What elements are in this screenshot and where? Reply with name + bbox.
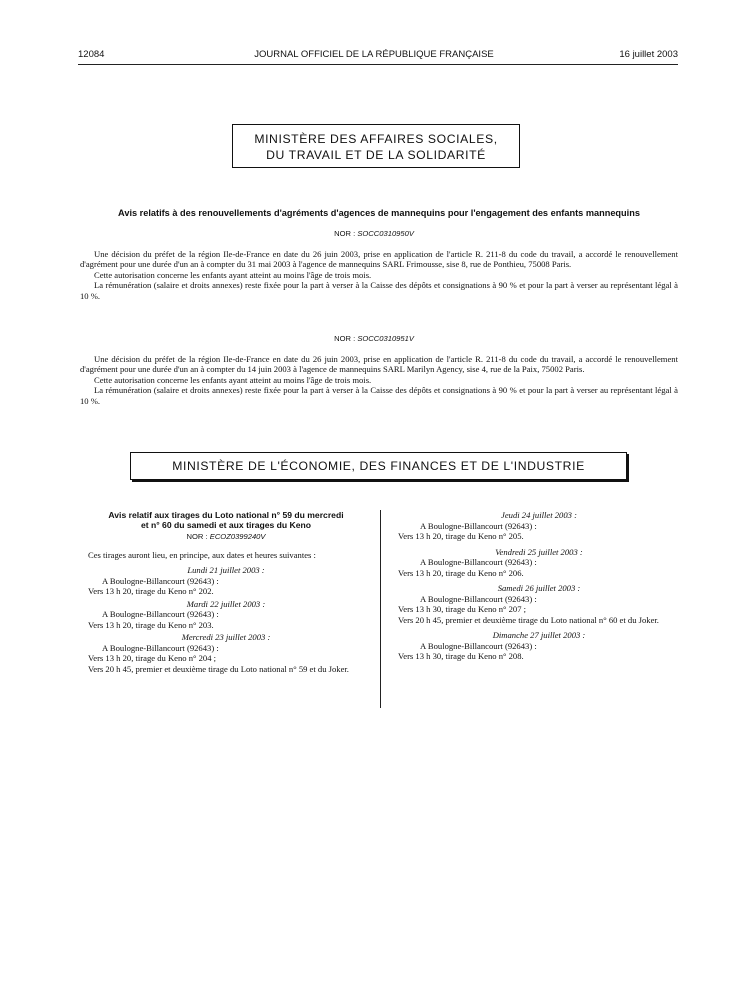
journal-title: JOURNAL OFFICIEL DE LA RÉPUBLIQUE FRANÇAISE <box>254 49 494 60</box>
loto-title-line-2: et n° 60 du samedi et aux tirages du Keno <box>140 520 312 530</box>
draw-location: A Boulogne-Billancourt (92643) : <box>420 640 537 651</box>
publication-date: 16 juillet 2003 <box>619 49 678 60</box>
nor-label: NOR : <box>186 532 208 541</box>
day-heading: Lundi 21 juillet 2003 : <box>187 565 265 575</box>
notice-1-body <box>80 249 678 301</box>
draw-line: Vers 13 h 20, tirage du Keno n° 203. <box>88 619 214 630</box>
draw-line: Vers 20 h 45, premier et deuxième tirage du Loto national n° 59 et du Joker. <box>88 663 349 674</box>
loto-notice-title <box>80 510 372 530</box>
draw-location: A Boulogne-Billancourt (92643) : <box>102 575 219 586</box>
notice-paragraph: Une décision du préfet de la région Ile-de-France en date du 26 juin 2003, prise en application de l'article R. 211-8 du code du travail, a accordé le renouvellement d'agrément pour une durée d'un an à compter du 14 juin 2003 à l'agence de mannequins SARL Marilyn Agency, sise 4, rue de la Paix, 75002 Paris. <box>80 354 678 375</box>
day-heading: Jeudi 24 juillet 2003 : <box>501 510 577 520</box>
draw-location: A Boulogne-Billancourt (92643) : <box>102 609 219 619</box>
notice-paragraph: Cette autorisation concerne les enfants ayant atteint au moins l'âge de trois mois. <box>94 374 372 385</box>
loto-intro: Ces tirages auront lieu, en principe, aux dates et heures suivantes : <box>88 549 316 560</box>
ministry-line-1: MINISTÈRE DE L'ÉCONOMIE, DES FINANCES ET DE L'INDUSTRIE <box>172 459 585 473</box>
nor-label: NOR : <box>334 334 356 343</box>
day-heading: Mercredi 23 juillet 2003 : <box>181 632 271 642</box>
ministry-heading-social-affairs <box>232 124 520 168</box>
draw-line: Vers 13 h 20, tirage du Keno n° 206. <box>398 567 524 578</box>
nor-code: SOCC0310950V <box>357 229 414 238</box>
notice-paragraph: La rémunération (salaire et droits annexes) reste fixée pour la part à verser à la Caisse des dépôts et consignations à 90 % et pour la part à verser au représentant légal à 10 %. <box>80 280 678 301</box>
day-heading: Samedi 26 juillet 2003 : <box>497 583 581 593</box>
notice-paragraph: La rémunération (salaire et droits annexes) reste fixée pour la part à verser à la Caisse des dépôts et consignations à 90 % et pour la part à verser au représentant légal à 10 %. <box>80 385 678 406</box>
notice-paragraph: Cette autorisation concerne les enfants ayant atteint au moins l'âge de trois mois. <box>94 269 372 280</box>
draw-location: A Boulogne-Billancourt (92643) : <box>420 520 537 531</box>
nor-code: SOCC0310951V <box>357 334 414 343</box>
nor-reference-1 <box>0 229 748 238</box>
ministry-line-1: MINISTÈRE DES AFFAIRES SOCIALES, <box>254 132 498 146</box>
draw-location: A Boulogne-Billancourt (92643) : <box>102 642 219 653</box>
draw-location: A Boulogne-Billancourt (92643) : <box>420 557 537 567</box>
loto-title-line-1: Avis relatif aux tirages du Loto national n° 59 du mercredi <box>108 510 344 520</box>
draw-location: A Boulogne-Billancourt (92643) : <box>420 593 537 604</box>
nor-reference-3 <box>80 532 372 543</box>
draw-line: Vers 13 h 30, tirage du Keno n° 207 ; <box>398 604 527 614</box>
nor-code: ECOZ0399240V <box>209 532 266 541</box>
day-heading: Mardi 22 juillet 2003 : <box>186 598 266 609</box>
draw-line: Vers 13 h 20, tirage du Keno n° 202. <box>88 586 214 596</box>
day-heading: Dimanche 27 juillet 2003 : <box>492 630 586 640</box>
day-heading: Vendredi 25 juillet 2003 : <box>495 546 583 557</box>
header-rule <box>78 64 678 65</box>
nor-reference-2 <box>0 334 748 343</box>
draw-line: Vers 13 h 30, tirage du Keno n° 208. <box>398 651 524 661</box>
draw-line: Vers 13 h 20, tirage du Keno n° 205. <box>398 531 524 541</box>
page-number: 12084 <box>78 49 105 60</box>
draw-line: Vers 20 h 45, premier et deuxième tirage du Loto national n° 60 et du Joker. <box>398 614 659 625</box>
nor-label: NOR : <box>334 229 356 238</box>
loto-right-column <box>398 510 680 662</box>
ministry-heading-economy <box>130 452 627 480</box>
column-divider <box>380 510 381 708</box>
ministry-line-2: DU TRAVAIL ET DE LA SOLIDARITÉ <box>266 148 486 162</box>
draw-line: Vers 13 h 20, tirage du Keno n° 204 ; <box>88 653 217 663</box>
loto-left-column <box>80 510 372 674</box>
notice-2-body <box>80 354 678 406</box>
notice-paragraph: Une décision du préfet de la région Ile-de-France en date du 26 juin 2003, prise en application de l'article R. 211-8 du code du travail, a accordé le renouvellement d'agrément pour une durée d'un an à compter du 31 mai 2003 à l'agence de mannequins SARL Frimousse, sise 8, rue de Ponthieu, 75008 Paris. <box>80 249 678 270</box>
section-title-mannequins: Avis relatifs à des renouvellements d'agréments d'agences de mannequins pour l'engagement des enfants mannequins <box>118 208 640 218</box>
